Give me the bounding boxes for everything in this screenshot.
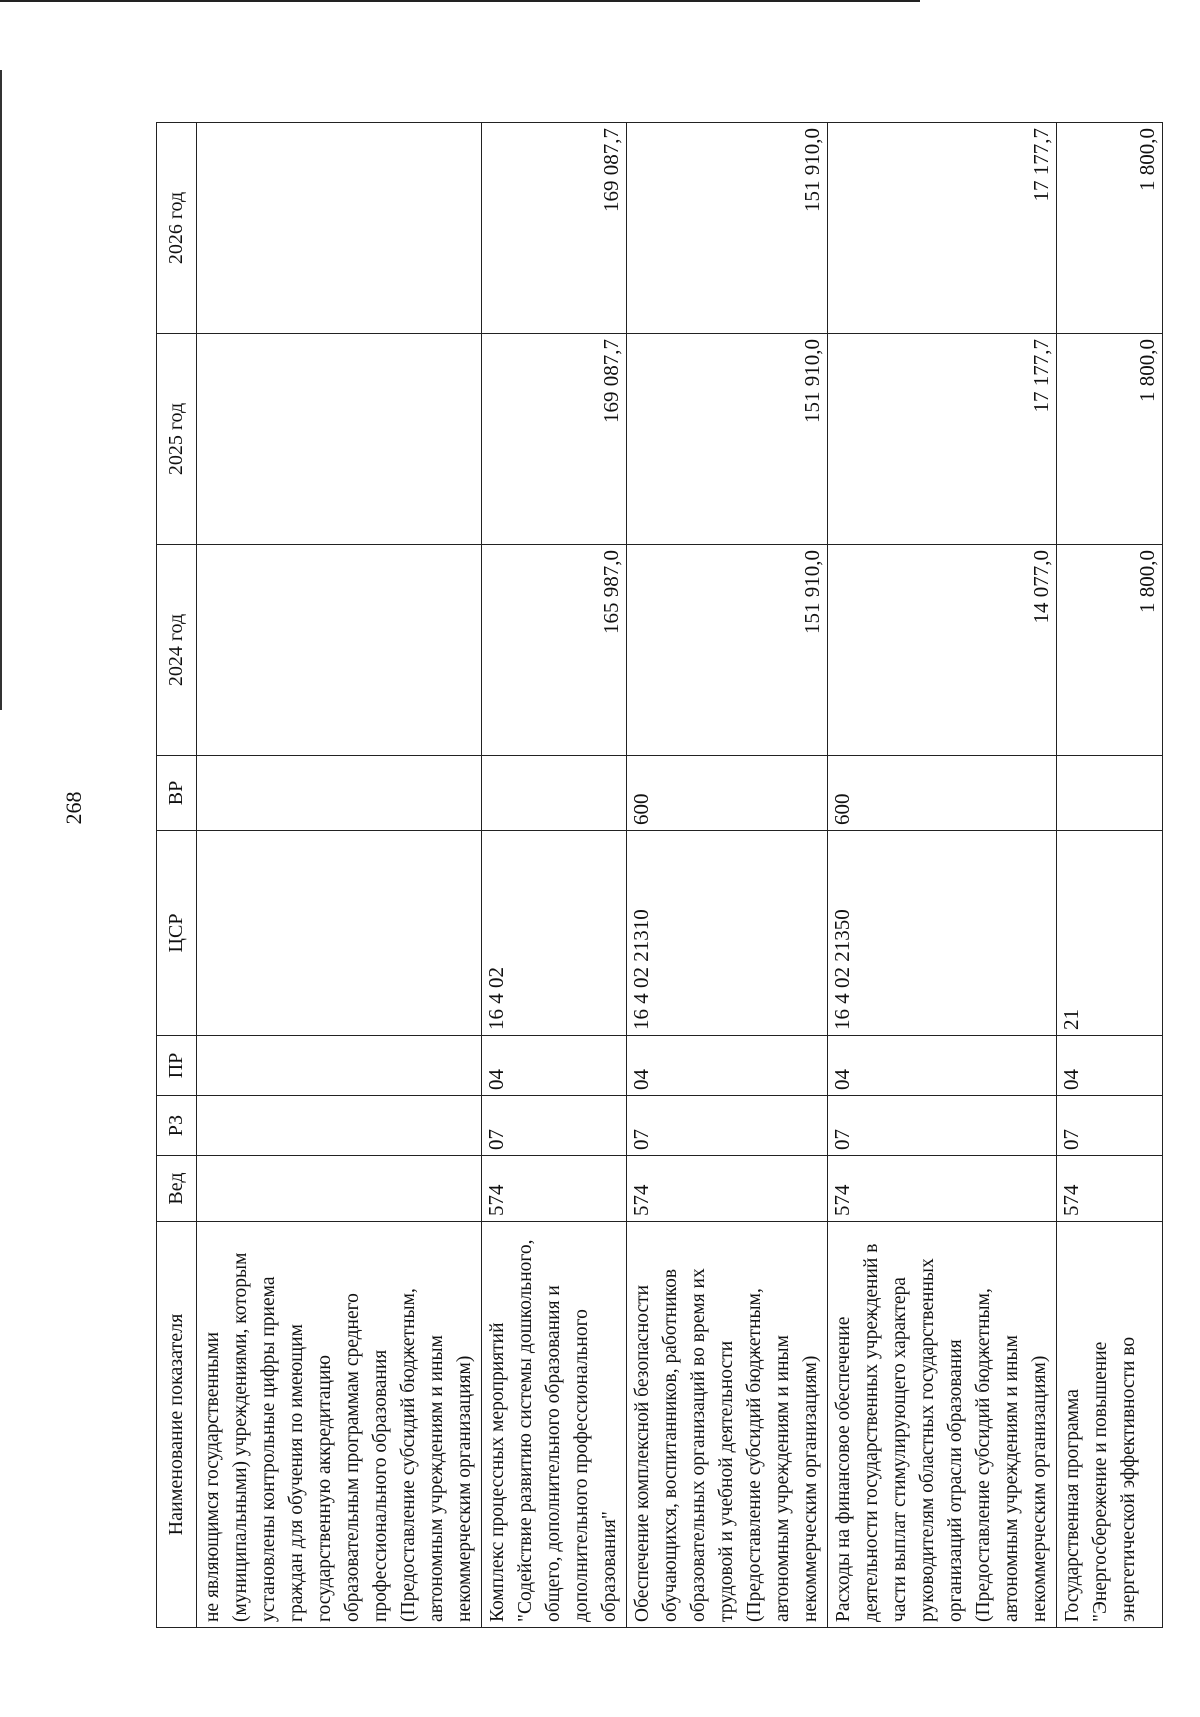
header-2024: 2024 год bbox=[157, 545, 197, 756]
row-2025: 151 910,0 bbox=[627, 334, 828, 545]
row-csr: 16 4 02 bbox=[482, 831, 627, 1036]
row-csr: 16 4 02 21310 bbox=[627, 831, 828, 1036]
row-vr: 600 bbox=[828, 756, 1057, 831]
row-ved: 574 bbox=[627, 1156, 828, 1222]
row-rz: 07 bbox=[482, 1096, 627, 1156]
row-pr: 04 bbox=[482, 1036, 627, 1096]
row-vr bbox=[1057, 756, 1163, 831]
row-2025: 169 087,7 bbox=[482, 334, 627, 545]
table-row bbox=[627, 123, 828, 1628]
header-2025: 2025 год bbox=[157, 334, 197, 545]
row-name: Обеспечение комплексной безопасности обучающихся, воспитанников, работников образовательных организаций во время их трудовой и учебной деятельности (Предоставление субсидий бюджетным, автономным учреждениям и иным некоммерческим организациям) bbox=[627, 1222, 828, 1628]
row-ved: 574 bbox=[1057, 1156, 1163, 1222]
row-rz: 07 bbox=[828, 1096, 1057, 1156]
row-pr bbox=[197, 1036, 482, 1096]
row-2024: 151 910,0 bbox=[627, 545, 828, 756]
row-pr: 04 bbox=[828, 1036, 1057, 1096]
row-2025 bbox=[197, 334, 482, 545]
table-header-row bbox=[157, 123, 197, 1628]
header-ved: Вед bbox=[157, 1156, 197, 1222]
row-name: Государственная программа "Энергосбережение и повышение энергетической эффективности во bbox=[1057, 1222, 1163, 1628]
row-csr: 16 4 02 21350 bbox=[828, 831, 1057, 1036]
row-2024: 14 077,0 bbox=[828, 545, 1057, 756]
header-vr: ВР bbox=[157, 756, 197, 831]
header-rz: РЗ bbox=[157, 1096, 197, 1156]
row-ved: 574 bbox=[828, 1156, 1057, 1222]
row-vr bbox=[482, 756, 627, 831]
row-csr bbox=[197, 831, 482, 1036]
row-2026: 1 800,0 bbox=[1057, 123, 1163, 334]
row-2024 bbox=[197, 545, 482, 756]
row-2025: 1 800,0 bbox=[1057, 334, 1163, 545]
row-rz bbox=[197, 1096, 482, 1156]
table-row bbox=[1057, 123, 1163, 1628]
row-name: Комплекс процессных мероприятий "Содействие развитию системы дошкольного, общего, дополнительного образования и дополнительного профессионального образования" bbox=[482, 1222, 627, 1628]
row-2026 bbox=[197, 123, 482, 334]
header-pr: ПР bbox=[157, 1036, 197, 1096]
top-border-line bbox=[0, 0, 920, 2]
row-2025: 17 177,7 bbox=[828, 334, 1057, 545]
budget-table bbox=[156, 122, 1163, 1628]
row-pr: 04 bbox=[627, 1036, 828, 1096]
row-csr: 21 bbox=[1057, 831, 1163, 1036]
row-rz: 07 bbox=[627, 1096, 828, 1156]
table-row bbox=[482, 123, 627, 1628]
page-number: 268 bbox=[61, 791, 86, 825]
row-2026: 151 910,0 bbox=[627, 123, 828, 334]
header-2026: 2026 год bbox=[157, 123, 197, 334]
row-vr: 600 bbox=[627, 756, 828, 831]
row-rz: 07 bbox=[1057, 1096, 1163, 1156]
row-name: Расходы на финансовое обеспечение деятельности государственных учреждений в части выплат стимулирующего характера руководителям областных государственных организаций отрасли образования (Предоставление субсидий бюджетным, автономным учреждениям и иным некоммерческим организациям) bbox=[828, 1222, 1057, 1628]
row-pr: 04 bbox=[1057, 1036, 1163, 1096]
row-2024: 165 987,0 bbox=[482, 545, 627, 756]
scan-edge-mark bbox=[0, 70, 2, 710]
header-csr: ЦСР bbox=[157, 831, 197, 1036]
rotated-table-container bbox=[156, 123, 1159, 1628]
row-ved bbox=[197, 1156, 482, 1222]
row-2026: 17 177,7 bbox=[828, 123, 1057, 334]
table-row bbox=[197, 123, 482, 1628]
table-row bbox=[828, 123, 1057, 1628]
row-name: не являющимся государственными (муниципальными) учреждениями, которым установлены контрольные цифры приема граждан для обучения по имеющим государственную аккредитацию образовательным программам среднего профессионального образования (Предоставление субсидий бюджетным, автономным учреждениям и иным некоммерческим организациям) bbox=[197, 1222, 482, 1628]
row-vr bbox=[197, 756, 482, 831]
row-2024: 1 800,0 bbox=[1057, 545, 1163, 756]
row-ved: 574 bbox=[482, 1156, 627, 1222]
header-name: Наименование показателя bbox=[157, 1222, 197, 1628]
row-2026: 169 087,7 bbox=[482, 123, 627, 334]
